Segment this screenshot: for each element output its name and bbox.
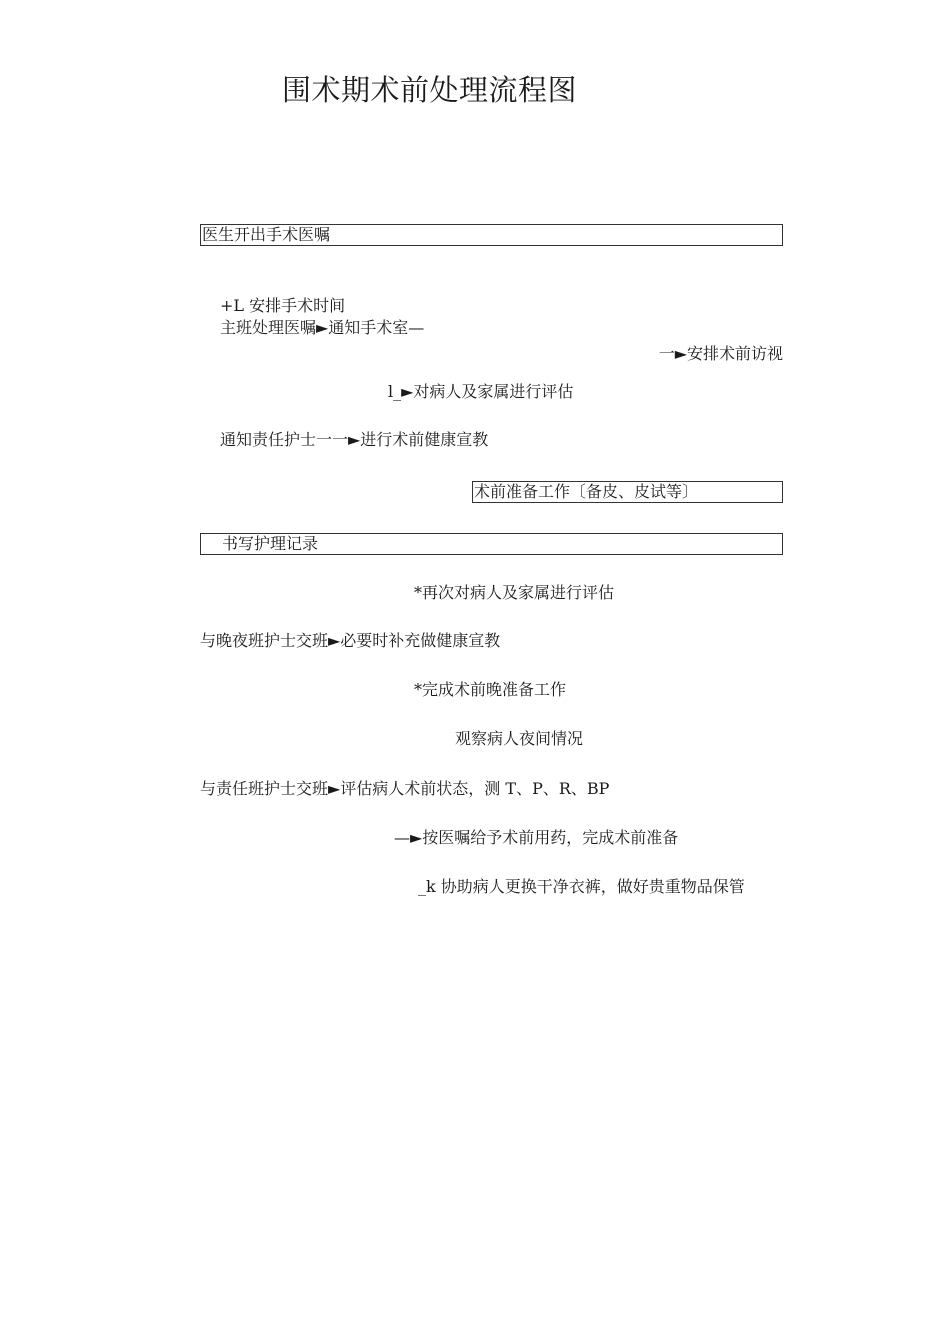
step-nursing-record-box: 书写护理记录 [200,533,783,555]
step-handover-night: 与晚夜班护士交班►必要时补充做健康宣教 [200,631,501,650]
step-schedule-surgery: +L 安排手术时间 [220,296,346,315]
step-assess-patient: l_►对病人及家属进行评估 [388,382,574,401]
step-reassess-patient: *再次对病人及家属进行评估 [414,583,615,602]
step-observe-night: 观察病人夜间情况 [455,729,584,748]
step-notify-nurse: 通知责任护士一一►进行术前健康宣教 [220,430,489,449]
step-evening-prep: *完成术前晚准备工作 [414,680,567,699]
step-doctor-order-box: 医生开出手术医嘱 [200,224,783,246]
step-preop-visit: 一►安排术前访视 [658,344,783,363]
step-preop-prep-box: 术前准备工作〔备皮、皮试等〕 [472,481,783,503]
step-handover-day: 与责任班护士交班►评估病人术前状态，测 T、P、R、BP [200,779,610,798]
step-charge-nurse: 主班处理医嘱►通知手术室— [220,318,425,337]
step-assist-patient: _k 协助病人更换干净衣裤，做好贵重物品保管 [418,877,745,896]
step-preop-medication: —►按医嘱给予术前用药，完成术前准备 [394,828,679,847]
page-title: 围术期术前处理流程图 [282,73,578,107]
